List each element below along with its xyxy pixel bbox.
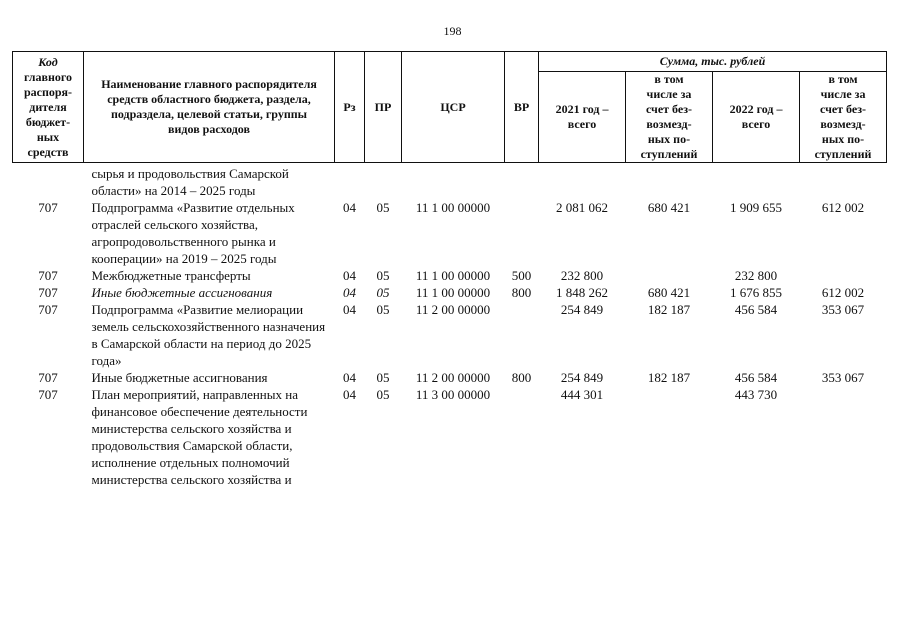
cell-2021-free — [626, 163, 713, 200]
header-rz: Рз — [335, 52, 365, 163]
cell-vr: 500 — [511, 268, 532, 283]
table-row — [13, 301, 887, 369]
cell-name: План мероприятий, направленных на финансовое обеспечение деятельности министерства сельского хозяйства и продовольствия Самарской области, исполнение отдельных полномочий министерства сельского хозяйства и — [91, 387, 308, 487]
cell-rz: 04 — [343, 387, 356, 402]
cell-2021-total: 254 849 — [560, 370, 604, 385]
table-row — [13, 386, 887, 488]
cell-csr: 11 1 00 00000 — [415, 268, 491, 283]
cell-2021-total: 2 081 062 — [556, 200, 608, 215]
header-code-line: Код — [38, 54, 58, 69]
cell-code: 707 — [38, 370, 58, 385]
cell-code — [13, 163, 84, 200]
cell-2022-total: 443 730 — [734, 387, 778, 402]
cell-2021-free: 680 421 — [647, 200, 691, 215]
header-2022-total: 2022 год – всего — [713, 72, 800, 163]
cell-rz: 04 — [343, 285, 356, 300]
table-row — [13, 267, 887, 284]
cell-2022-free — [800, 267, 887, 284]
cell-2022-total: 456 584 — [734, 302, 778, 317]
cell-2021-total: 444 301 — [560, 387, 604, 402]
header-pr: ПР — [365, 52, 402, 163]
header-code-line: средств — [27, 144, 69, 159]
header-2022-free: в том числе за счет без- возмезд- ных по- ступлений — [800, 72, 887, 163]
cell-vr — [505, 386, 539, 488]
cell-pr: 05 — [376, 387, 390, 402]
cell-pr: 05 — [376, 200, 390, 215]
cell-pr: 05 — [376, 285, 390, 300]
header-2021-free: в том числе за счет без- возмезд- ных по- ступлений — [626, 72, 713, 163]
header-code-line: бюджет- — [25, 114, 71, 129]
header-code-line: главного — [23, 69, 73, 84]
table-row — [13, 369, 887, 386]
cell-code: 707 — [38, 285, 58, 300]
cell-rz: 04 — [343, 370, 356, 385]
cell-csr: 11 1 00 00000 — [415, 285, 491, 300]
cell-2022-free: 353 067 — [821, 370, 865, 385]
cell-pr: 05 — [376, 370, 390, 385]
cell-name: Подпрограмма «Развитие отдельных отраслей сельского хозяйства, агропродовольственного рынка и кооперации» на 2019 – 2025 годы — [91, 200, 295, 266]
header-2021-total: 2021 год – всего — [539, 72, 626, 163]
table-row — [13, 284, 887, 301]
cell-csr: 11 2 00 00000 — [415, 302, 491, 317]
cell-csr — [402, 163, 505, 200]
cell-csr: 11 2 00 00000 — [415, 370, 491, 385]
cell-name: Межбюджетные трансферты — [91, 268, 251, 283]
header-code — [13, 52, 84, 163]
cell-2022-free: 612 002 — [821, 285, 865, 300]
header-csr: ЦСР — [402, 52, 505, 163]
cell-2021-free: 182 187 — [647, 302, 691, 317]
cell-2021-total — [539, 163, 626, 200]
header-sum: Сумма, тыс. рублей — [539, 52, 887, 72]
cell-rz: 04 — [343, 302, 356, 317]
cell-vr — [505, 199, 539, 267]
cell-2021-free — [626, 267, 713, 284]
table-header — [13, 52, 887, 163]
cell-rz: 04 — [343, 268, 356, 283]
cell-code: 707 — [38, 387, 58, 402]
cell-2022-total — [713, 163, 800, 200]
cell-2022-free: 612 002 — [821, 200, 865, 215]
cell-2022-total: 456 584 — [734, 370, 778, 385]
header-code-line: распоря- — [23, 84, 73, 99]
cell-rz — [335, 163, 365, 200]
cell-name: Иные бюджетные ассигнования — [91, 370, 268, 385]
cell-2021-free: 182 187 — [647, 370, 691, 385]
cell-2021-total: 232 800 — [560, 268, 604, 283]
cell-2021-free — [626, 386, 713, 488]
cell-code: 707 — [38, 268, 58, 283]
page-number: 198 — [443, 24, 462, 38]
budget-table — [12, 51, 887, 488]
cell-csr: 11 3 00 00000 — [415, 387, 491, 402]
cell-name: Иные бюджетные ассигнования — [91, 285, 273, 300]
cell-vr: 800 — [511, 285, 532, 300]
cell-vr — [505, 163, 539, 200]
cell-code: 707 — [38, 302, 58, 317]
cell-2022-free — [800, 386, 887, 488]
cell-pr — [365, 163, 402, 200]
cell-2022-total: 1 909 655 — [730, 200, 782, 215]
table-body — [13, 163, 887, 489]
table-row — [13, 199, 887, 267]
cell-pr: 05 — [376, 268, 390, 283]
cell-2021-free: 680 421 — [647, 285, 691, 300]
header-code-line: дителя — [29, 99, 67, 114]
cell-rz: 04 — [343, 200, 356, 215]
cell-2022-total: 1 676 855 — [730, 285, 782, 300]
cell-2021-total: 254 849 — [560, 302, 604, 317]
cell-2022-free — [800, 163, 887, 200]
cell-pr: 05 — [376, 302, 390, 317]
header-code-line: ных — [36, 129, 60, 144]
cell-name: Подпрограмма «Развитие мелиорации земель сельскохозяйственного назначения в Самарской области на период до 2025 года» — [91, 302, 326, 368]
cell-vr: 800 — [511, 370, 532, 385]
cell-2022-total: 232 800 — [734, 268, 778, 283]
cell-csr: 11 1 00 00000 — [415, 200, 491, 215]
header-vr: ВР — [505, 52, 539, 163]
table-row — [13, 163, 887, 200]
cell-2021-total: 1 848 262 — [556, 285, 608, 300]
header-name: Наименование главного распорядителя средств областного бюджета, раздела, подраздела, целевой статьи, группы видов расходов — [84, 52, 335, 163]
cell-code: 707 — [38, 200, 58, 215]
cell-name: сырья и продовольствия Самарской области» на 2014 – 2025 годы — [91, 166, 289, 198]
cell-vr — [505, 301, 539, 369]
cell-2022-free: 353 067 — [821, 302, 865, 317]
